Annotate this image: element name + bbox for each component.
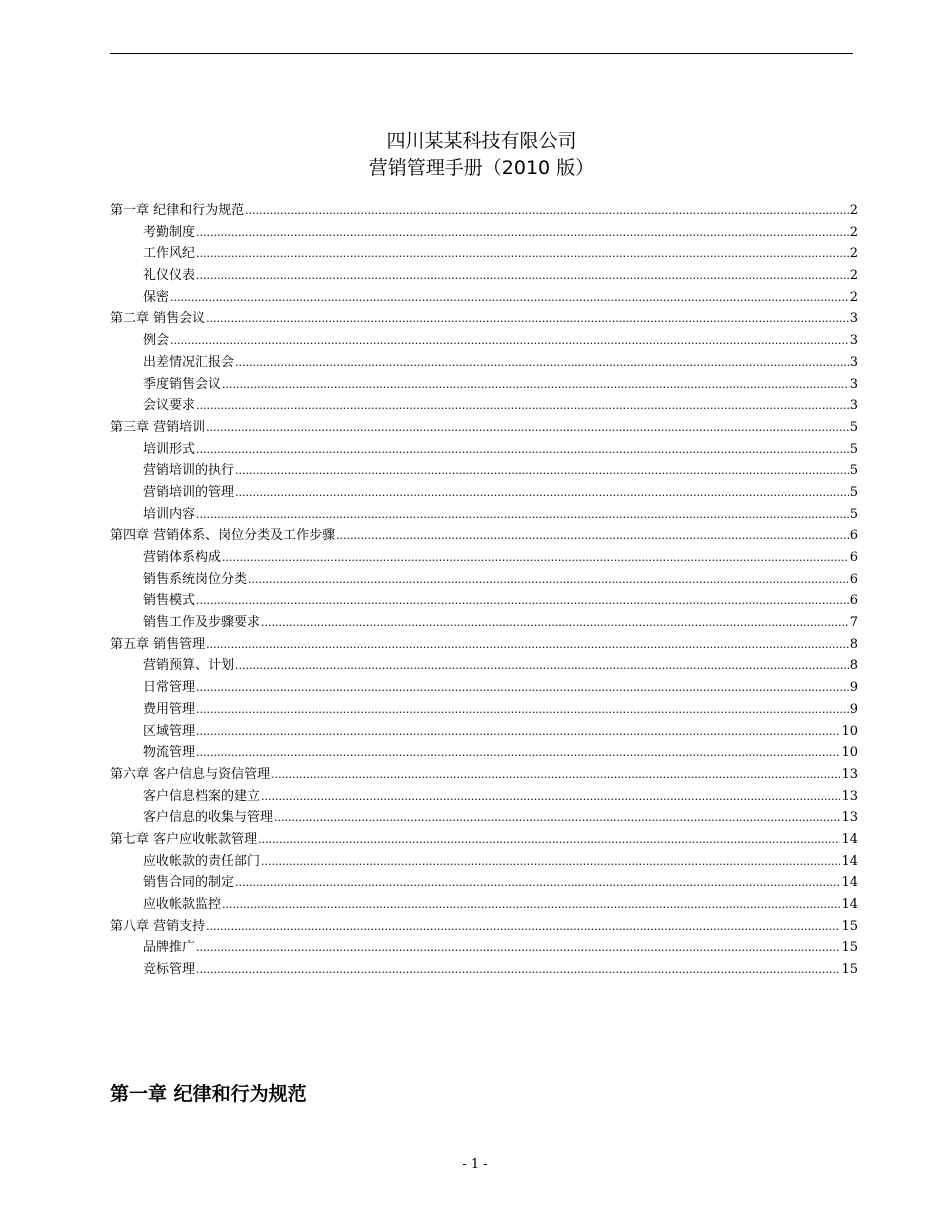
toc-entry-label: 客户信息的收集与管理 (143, 810, 274, 826)
toc-entry-label: 营销体系构成 (143, 550, 222, 565)
toc-chapter-entry[interactable] (110, 916, 858, 938)
toc-entry-label: 费用管理 (143, 701, 196, 717)
toc-entry-page: 3 (849, 354, 858, 370)
toc-entry-page: 14 (841, 853, 858, 869)
toc-dot-leader (235, 655, 849, 677)
toc-section-entry[interactable] (110, 937, 858, 959)
toc-entry-label: 销售系统岗位分类 (143, 571, 248, 587)
toc-dot-leader (196, 721, 840, 743)
toc-entry-label: 竞标管理 (143, 962, 196, 978)
toc-entry-page: 5 (849, 441, 858, 457)
toc-entry-page: 10 (841, 745, 858, 761)
toc-entry-label: 出差情况汇报会 (143, 354, 235, 370)
toc-chapter-entry[interactable] (110, 829, 858, 851)
toc-section-entry[interactable] (110, 612, 858, 634)
toc-entry-label: 会议要求 (143, 398, 196, 414)
toc-entry-page: 2 (849, 246, 858, 262)
manual-title: 营销管理手册（2010 版） (368, 157, 595, 179)
toc-section-entry[interactable] (110, 959, 858, 981)
toc-dot-leader (196, 937, 840, 959)
table-of-contents (110, 200, 858, 981)
toc-dot-leader (196, 222, 849, 244)
toc-entry-label: 考勤制度 (143, 224, 196, 240)
toc-entry-page: 2 (849, 268, 858, 284)
toc-entry-page: 2 (849, 289, 858, 305)
toc-section-entry[interactable] (110, 265, 858, 287)
toc-dot-leader (170, 287, 849, 309)
toc-entry-label: 销售工作及步骤要求 (143, 615, 261, 631)
toc-entry-label: 第八章 营销支持 (110, 918, 206, 934)
toc-entry-page: 2 (849, 203, 858, 218)
toc-entry-page: 14 (841, 897, 858, 912)
toc-section-entry[interactable] (110, 330, 858, 352)
toc-dot-leader (196, 590, 849, 612)
toc-entry-label: 第七章 客户应收帐款管理 (110, 831, 258, 847)
toc-entry-page: 13 (841, 766, 858, 782)
toc-entry-page: 6 (849, 571, 858, 587)
toc-entry-page: 15 (841, 962, 858, 978)
toc-entry-label: 保密 (143, 289, 170, 305)
toc-entry-page: 13 (841, 788, 858, 804)
toc-entry-label: 客户信息档案的建立 (143, 788, 261, 804)
toc-entry-label: 例会 (143, 333, 170, 349)
toc-section-entry[interactable] (110, 786, 858, 808)
toc-dot-leader (235, 872, 840, 894)
toc-entry-page: 10 (841, 723, 858, 739)
toc-entry-page: 5 (849, 506, 858, 522)
toc-section-entry[interactable] (110, 460, 858, 482)
toc-section-entry[interactable] (110, 482, 858, 504)
toc-section-entry[interactable] (110, 872, 858, 894)
toc-entry-page: 5 (849, 463, 858, 479)
toc-entry-label: 第三章 营销培训 (110, 419, 206, 435)
toc-entry-label: 销售合同的制定 (143, 875, 235, 891)
toc-chapter-entry[interactable] (110, 308, 858, 330)
toc-dot-leader (170, 330, 849, 352)
toc-section-entry[interactable] (110, 243, 858, 265)
toc-section-entry[interactable] (110, 699, 858, 721)
header-rule (110, 53, 853, 54)
toc-section-entry[interactable] (110, 590, 858, 612)
toc-entry-page: 7 (849, 615, 858, 631)
toc-section-entry[interactable] (110, 851, 858, 873)
toc-dot-leader (196, 439, 849, 461)
toc-dot-leader (206, 417, 849, 439)
toc-entry-page: 6 (849, 528, 858, 544)
toc-dot-leader (261, 851, 840, 873)
toc-entry-label: 季度销售会议 (143, 376, 222, 392)
toc-entry-page: 14 (841, 831, 858, 847)
chapter-heading: 第一章 纪律和行为规范 (110, 1083, 307, 1105)
toc-dot-leader (271, 764, 840, 786)
toc-dot-leader (222, 894, 840, 916)
toc-section-entry[interactable] (110, 287, 858, 309)
toc-entry-label: 第四章 营销体系、岗位分类及工作步骤 (110, 528, 336, 544)
toc-dot-leader (196, 699, 849, 721)
toc-dot-leader (196, 504, 849, 526)
toc-entry-label: 营销培训的管理 (143, 484, 235, 500)
toc-entry-label: 日常管理 (143, 680, 196, 696)
toc-dot-leader (196, 395, 849, 417)
toc-section-entry[interactable] (110, 742, 858, 764)
toc-dot-leader (235, 352, 849, 374)
toc-entry-page: 13 (841, 810, 858, 826)
toc-section-entry[interactable] (110, 721, 858, 743)
toc-entry-page: 2 (849, 224, 858, 240)
toc-dot-leader (258, 829, 840, 851)
toc-dot-leader (235, 460, 849, 482)
toc-entry-page: 8 (849, 658, 858, 674)
toc-dot-leader (336, 525, 849, 547)
toc-section-entry[interactable] (110, 395, 858, 417)
toc-dot-leader (222, 374, 849, 396)
toc-entry-page: 5 (849, 419, 858, 435)
toc-dot-leader (196, 959, 840, 981)
toc-entry-label: 第一章 纪律和行为规范 (110, 203, 245, 218)
toc-dot-leader (274, 807, 840, 829)
toc-chapter-entry[interactable] (110, 417, 858, 439)
toc-dot-leader (196, 243, 849, 265)
toc-section-entry[interactable] (110, 569, 858, 591)
toc-section-entry[interactable] (110, 222, 858, 244)
toc-section-entry[interactable] (110, 807, 858, 829)
toc-entry-page: 15 (841, 940, 858, 956)
document-title (110, 128, 853, 182)
page-number: - 1 - (462, 1157, 488, 1172)
toc-entry-label: 培训形式 (143, 441, 196, 457)
toc-entry-label: 应收帐款的责任部门 (143, 853, 261, 869)
toc-entry-label: 工作风纪 (143, 246, 196, 262)
toc-entry-page: 14 (841, 875, 858, 891)
toc-entry-label: 营销预算、计划 (143, 658, 235, 674)
toc-dot-leader (196, 742, 840, 764)
toc-entry-page: 5 (849, 484, 858, 500)
toc-dot-leader (196, 677, 849, 699)
toc-section-entry[interactable] (110, 504, 858, 526)
toc-entry-page: 8 (849, 636, 858, 652)
toc-chapter-entry[interactable] (110, 525, 858, 547)
toc-entry-label: 应收帐款监控 (143, 897, 222, 912)
toc-dot-leader (261, 786, 840, 808)
toc-entry-page: 3 (849, 333, 858, 349)
toc-section-entry[interactable] (110, 439, 858, 461)
toc-entry-label: 营销培训的执行 (143, 463, 235, 479)
toc-dot-leader (222, 547, 849, 569)
toc-entry-label: 销售模式 (143, 593, 196, 609)
toc-dot-leader (248, 569, 849, 591)
toc-section-entry[interactable] (110, 547, 858, 569)
toc-entry-page: 9 (849, 680, 858, 696)
toc-entry-page: 6 (849, 550, 858, 565)
toc-dot-leader (245, 200, 849, 222)
toc-dot-leader (235, 482, 849, 504)
toc-dot-leader (261, 612, 849, 634)
company-name: 四川某某科技有限公司 (386, 130, 577, 152)
toc-entry-page: 9 (849, 701, 858, 717)
toc-entry-label: 品牌推广 (143, 940, 196, 956)
toc-dot-leader (206, 916, 840, 938)
toc-entry-page: 6 (849, 593, 858, 609)
toc-section-entry[interactable] (110, 894, 858, 916)
toc-entry-label: 第六章 客户信息与资信管理 (110, 766, 271, 782)
toc-entry-label: 区域管理 (143, 723, 196, 739)
toc-entry-label: 第五章 销售管理 (110, 636, 206, 652)
toc-section-entry[interactable] (110, 655, 858, 677)
toc-entry-page: 15 (841, 918, 858, 934)
toc-dot-leader (196, 265, 849, 287)
toc-chapter-entry[interactable] (110, 764, 858, 786)
toc-entry-label: 礼仪仪表 (143, 268, 196, 284)
toc-entry-page: 3 (849, 398, 858, 414)
toc-chapter-entry[interactable] (110, 634, 858, 656)
toc-entry-page: 3 (849, 311, 858, 327)
toc-entry-label: 第二章 销售会议 (110, 311, 206, 327)
toc-entry-label: 培训内容 (143, 506, 196, 522)
toc-section-entry[interactable] (110, 352, 858, 374)
toc-section-entry[interactable] (110, 677, 858, 699)
toc-dot-leader (206, 308, 849, 330)
toc-dot-leader (206, 634, 849, 656)
toc-entry-page: 3 (849, 376, 858, 392)
toc-chapter-entry[interactable] (110, 200, 858, 222)
toc-section-entry[interactable] (110, 374, 858, 396)
toc-entry-label: 物流管理 (143, 745, 196, 761)
